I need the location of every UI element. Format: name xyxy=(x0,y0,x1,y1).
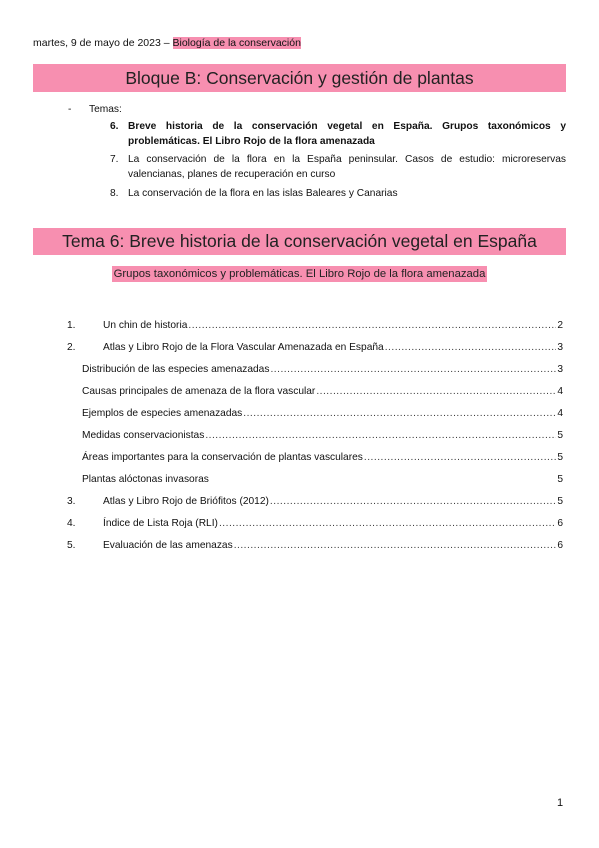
toc-entry[interactable] xyxy=(67,495,563,509)
topic-number: 7. xyxy=(110,154,119,165)
toc-title: Índice de Lista Roja (RLI) xyxy=(103,518,218,529)
toc-leader xyxy=(270,363,556,377)
toc-number: 4. xyxy=(67,518,76,529)
topic-text: La conservación de la flora en las islas Baleares y Canarias xyxy=(128,188,398,199)
topic-text: La conservación de la flora en la España peninsular. Casos de estudio: microreservas valencianas, planes de recuperación en curso xyxy=(128,154,566,180)
toc-title: Ejemplos de especies amenazadas xyxy=(82,408,243,419)
toc-page: 5 xyxy=(557,430,563,441)
toc-number: 5. xyxy=(67,540,76,551)
toc-entry[interactable] xyxy=(82,363,563,377)
toc-leader xyxy=(385,341,557,355)
toc-title: Un chin de historia xyxy=(103,320,188,331)
toc-leader xyxy=(316,385,556,399)
toc-entry[interactable] xyxy=(67,341,563,355)
topic-number: 8. xyxy=(110,188,119,199)
toc-entry[interactable] xyxy=(82,451,563,465)
toc-title: Evaluación de las amenazas xyxy=(103,540,233,551)
page-number: 1 xyxy=(557,797,564,809)
tema-title: Tema 6: Breve historia de la conservación vegetal en España xyxy=(33,228,566,255)
toc-title: Atlas y Libro Rojo de la Flora Vascular Amenazada en España xyxy=(103,342,384,353)
toc-entry[interactable] xyxy=(82,473,563,487)
toc-number: 1. xyxy=(67,320,76,331)
toc-title: Medidas conservacionistas xyxy=(82,430,205,441)
toc-leader xyxy=(364,451,556,465)
toc-page: 2 xyxy=(557,320,563,331)
topic-number: 6. xyxy=(110,121,119,132)
topic-text: Breve historia de la conservación vegetal en España. Grupos taxonómicos y problemáticas. El Libro Rojo de la flora amenazada xyxy=(128,121,566,147)
toc-title: Atlas y Libro Rojo de Briófitos (2012) xyxy=(103,496,269,507)
toc-page: 4 xyxy=(557,408,563,419)
toc-entry[interactable] xyxy=(67,517,563,531)
header-date: martes, 9 de mayo de 2023 – xyxy=(33,37,173,49)
toc-page: 4 xyxy=(557,386,563,397)
toc-leader xyxy=(270,495,556,509)
tema-subtitle: Grupos taxonómicos y problemáticas. El Libro Rojo de la flora amenazada xyxy=(113,268,486,280)
toc-entry[interactable] xyxy=(82,429,563,443)
toc-entry[interactable] xyxy=(82,385,563,399)
toc-title: Causas principales de amenaza de la flora vascular xyxy=(82,386,316,397)
toc-page: 5 xyxy=(557,452,563,463)
bloque-title: Bloque B: Conservación y gestión de plantas xyxy=(33,64,566,92)
toc-page: 6 xyxy=(557,518,563,529)
toc-title: Áreas importantes para la conservación de plantas vasculares xyxy=(82,452,363,463)
toc-page: 6 xyxy=(557,540,563,551)
bullet-dash: - xyxy=(68,104,72,115)
toc-leader xyxy=(243,407,556,421)
toc-entry[interactable] xyxy=(67,319,563,333)
toc-entry[interactable] xyxy=(67,539,563,553)
toc-title: Distribución de las especies amenazadas xyxy=(82,364,270,375)
toc-page: 5 xyxy=(557,474,563,485)
toc-entry[interactable] xyxy=(82,407,563,421)
toc-leader xyxy=(205,429,556,443)
temas-label: Temas: xyxy=(89,104,122,115)
toc-page: 3 xyxy=(557,364,563,375)
toc-number: 3. xyxy=(67,496,76,507)
toc-page: 5 xyxy=(557,496,563,507)
toc-leader xyxy=(234,539,557,553)
toc-page: 3 xyxy=(557,342,563,353)
header-subject: Biología de la conservación xyxy=(172,37,301,49)
toc-title: Plantas alóctonas invasoras xyxy=(82,474,209,485)
toc-leader xyxy=(219,517,556,531)
toc-leader xyxy=(188,319,556,333)
toc-number: 2. xyxy=(67,342,76,353)
